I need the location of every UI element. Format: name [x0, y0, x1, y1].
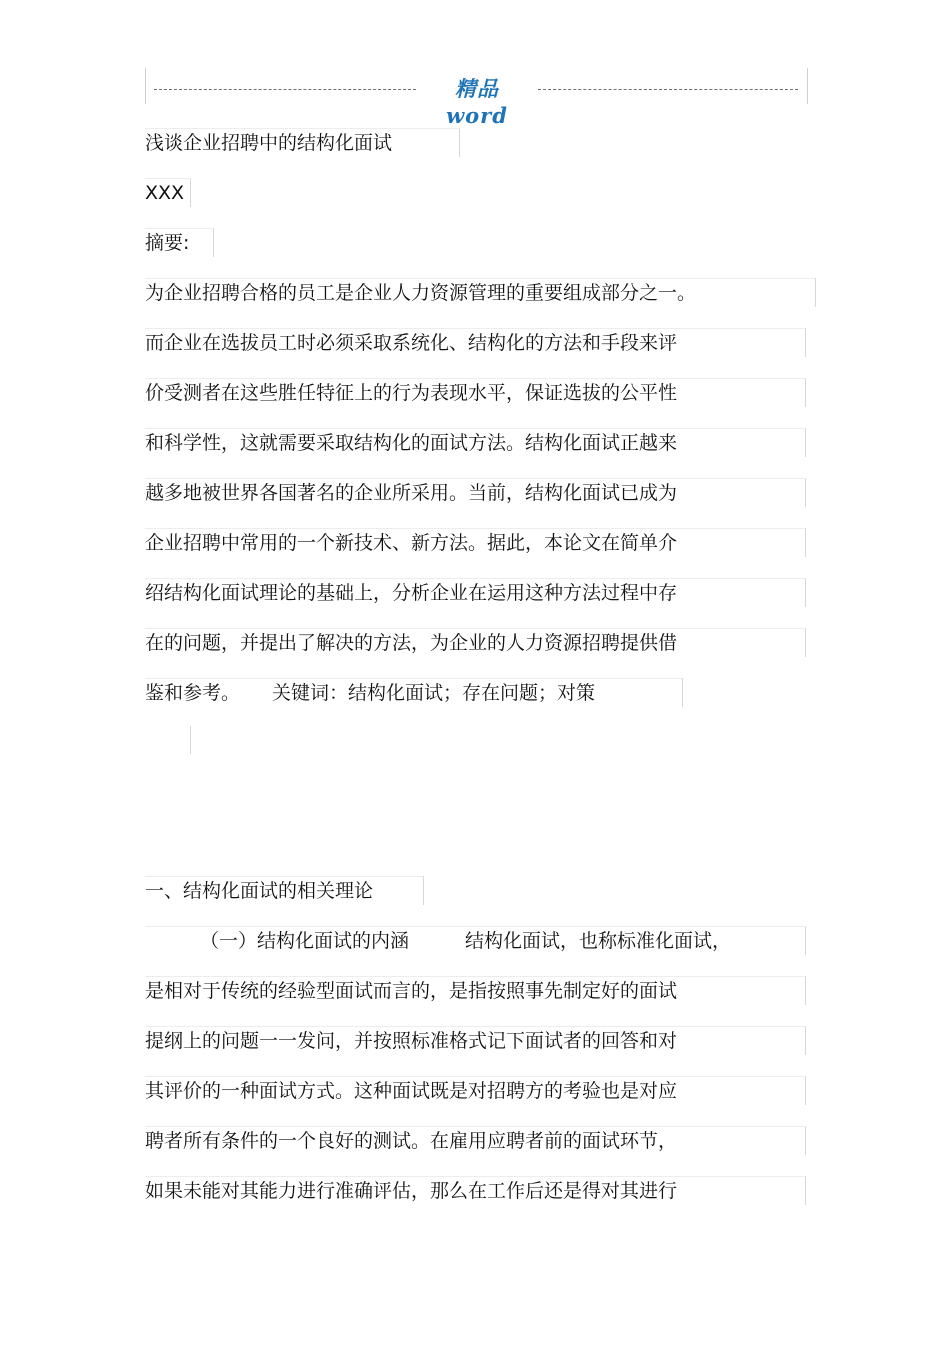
abstract-label: 摘要: [145, 228, 214, 257]
section-heading: 一、结构化面试的相关理论 [145, 876, 424, 905]
abstract-end: 鉴和参考。 [145, 682, 241, 704]
body-line: 是相对于传统的经验型面试而言的，是指按照事先制定好的面试 [145, 976, 806, 1005]
page-header [145, 68, 808, 128]
author: XXX [145, 178, 191, 207]
abstract-line: 价受测者在这些胜任特征上的行为表现水平，保证选拔的公平性 [145, 378, 806, 407]
document-title: 浅谈企业招聘中的结构化面试 [145, 128, 460, 157]
keywords: 关键词：结构化面试；存在问题；对策 [272, 682, 596, 704]
subsection-line [145, 926, 806, 955]
body-line: 聘者所有条件的一个良好的测试。在雇用应聘者前的面试环节， [145, 1126, 806, 1155]
header-dashed-rule-right [538, 89, 798, 90]
header-dashed-rule-left [154, 89, 416, 90]
abstract-line: 绍结构化面试理论的基础上，分析企业在运用这种方法过程中存 [145, 578, 806, 607]
abstract-line: 企业招聘中常用的一个新技术、新方法。据此，本论文在简单介 [145, 528, 806, 557]
body-line: 提纲上的问题一一发问，并按照标准格式记下面试者的回答和对 [145, 1026, 806, 1055]
subsection-heading: （一）结构化面试的内涵 [200, 930, 410, 952]
abstract-closing-line [145, 678, 683, 707]
empty-line-marker [190, 726, 191, 754]
abstract-line: 在的问题，并提出了解决的方法，为企业的人力资源招聘提供借 [145, 628, 806, 657]
abstract-line: 和科学性，这就需要采取结构化的面试方法。结构化面试正越来 [145, 428, 806, 457]
body-line: 其评价的一种面试方式。这种面试既是对招聘方的考验也是对应 [145, 1076, 806, 1105]
abstract-line: 为企业招聘合格的员工是企业人力资源管理的重要组成部分之一。 [145, 278, 816, 307]
header-brand-logo: 精品 word [446, 76, 508, 128]
abstract-line: 越多地被世界各国著名的企业所采用。当前，结构化面试已成为 [145, 478, 806, 507]
subsection-first-sentence: 结构化面试，也称标准化面试， [465, 930, 732, 952]
body-line: 如果未能对其能力进行准确评估，那么在工作后还是得对其进行 [145, 1176, 806, 1205]
abstract-line: 而企业在选拔员工时必须采取系统化、结构化的方法和手段来评 [145, 328, 806, 357]
